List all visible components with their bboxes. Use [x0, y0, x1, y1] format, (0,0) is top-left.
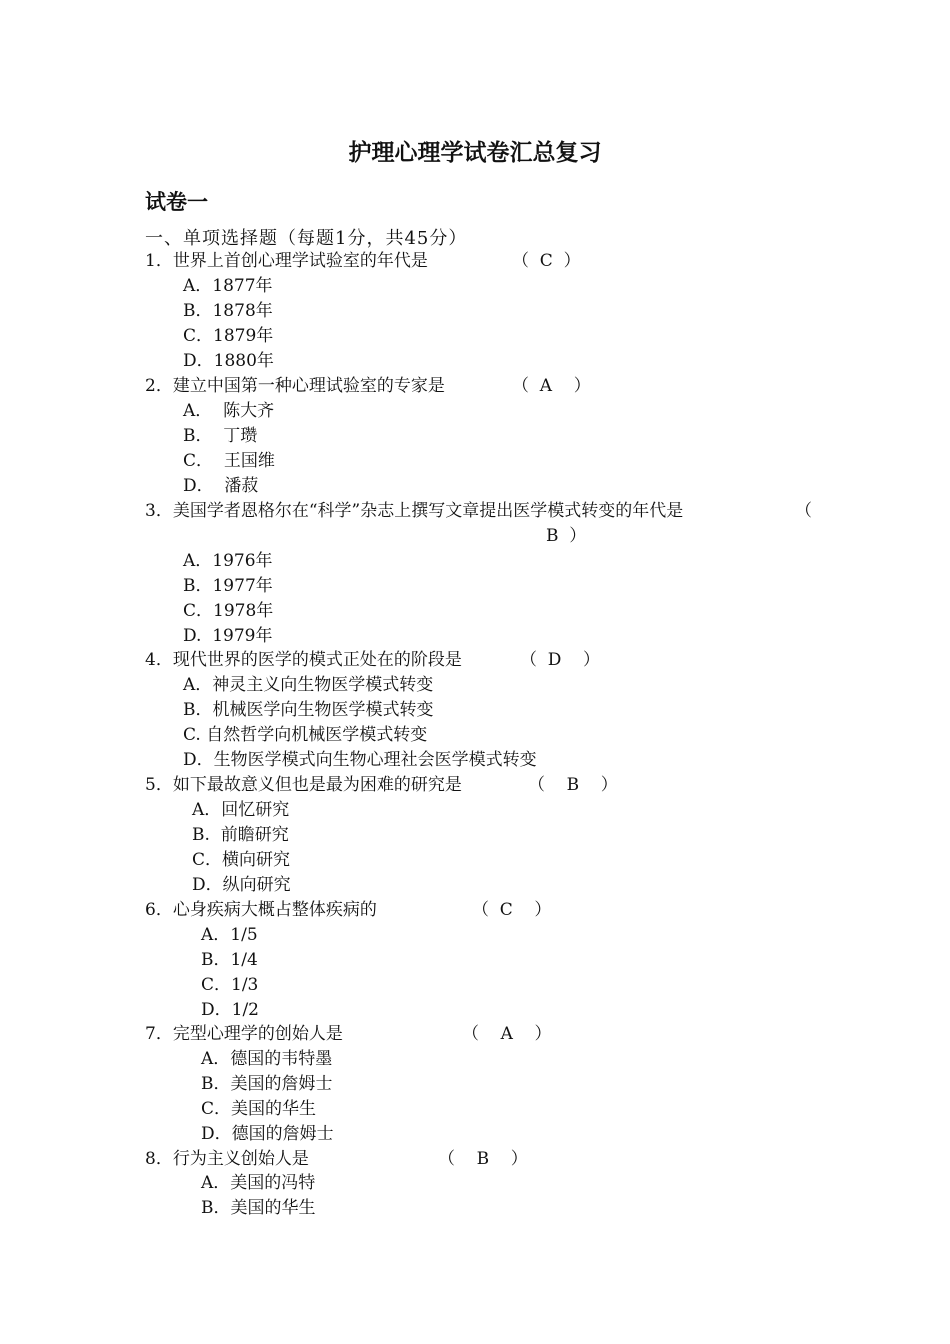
- option-b: B．1878年: [183, 301, 273, 321]
- option-b: B．美国的华生: [201, 1198, 316, 1218]
- option-d: D．生物医学模式向生物心理社会医学模式转变: [183, 750, 537, 770]
- option-b: B．机械医学向生物医学模式转变: [183, 700, 434, 720]
- option-b: B．美国的詹姆士: [201, 1074, 333, 1094]
- option-c: C. 自然哲学向机械医学模式转变: [183, 725, 428, 745]
- question-stem: 7．完型心理学的创始人是: [145, 1024, 343, 1044]
- answer-key-close: B ）: [546, 526, 587, 546]
- answer-key: （ C ）: [472, 900, 552, 920]
- answer-key: （ D ）: [520, 650, 601, 670]
- option-b: B． 丁瓒: [183, 426, 258, 446]
- answer-key-open: （: [795, 501, 812, 521]
- paper-heading: 试卷一: [145, 190, 208, 214]
- question-stem: 6．心身疾病大概占整体疾病的: [145, 900, 377, 920]
- option-d: D．1/2: [201, 1000, 259, 1020]
- option-d: D．德国的詹姆士: [201, 1124, 334, 1144]
- option-a: A．神灵主义向生物医学模式转变: [183, 675, 434, 695]
- option-c: C．1879年: [183, 326, 274, 346]
- answer-key: （ C ）: [512, 251, 581, 271]
- answer-key: （ A ）: [512, 376, 591, 396]
- option-a: A． 陈大齐: [183, 401, 275, 421]
- question-stem: 2．建立中国第一种心理试验室的专家是: [145, 376, 445, 396]
- document-title: 护理心理学试卷汇总复习: [348, 140, 602, 166]
- option-a: A．回忆研究: [192, 800, 290, 820]
- option-d: D. 1979年: [183, 626, 273, 646]
- option-d: D．1880年: [183, 351, 274, 371]
- option-c: C．美国的华生: [201, 1099, 317, 1119]
- option-a: A．德国的韦特墨: [201, 1049, 333, 1069]
- option-c: C．1/3: [201, 975, 259, 995]
- option-a: A．美国的冯特: [201, 1173, 316, 1193]
- option-d: D．纵向研究: [192, 875, 291, 895]
- answer-key: （ B ）: [438, 1149, 528, 1169]
- option-a: A．1/5: [201, 925, 258, 945]
- option-a: A．1877年: [183, 276, 273, 296]
- question-stem: 1．世界上首创心理学试验室的年代是: [145, 251, 428, 271]
- answer-key: （ B ）: [528, 775, 618, 795]
- answer-key: （ A ）: [462, 1024, 552, 1044]
- question-stem: 3．美国学者恩格尔在“科学”杂志上撰写文章提出医学模式转变的年代是: [145, 501, 684, 521]
- option-c: C． 王国维: [183, 451, 275, 471]
- option-c: C．横向研究: [192, 850, 291, 870]
- question-stem: 5．如下最故意义但也是最为困难的研究是: [145, 775, 462, 795]
- question-stem: 4．现代世界的医学的模式正处在的阶段是: [145, 650, 462, 670]
- option-c: C．1978年: [183, 601, 274, 621]
- option-a: A．1976年: [183, 551, 273, 571]
- option-b: B．1977年: [183, 576, 273, 596]
- question-stem: 8．行为主义创始人是: [145, 1149, 309, 1169]
- section-heading: 一、单项选择题（每题1分，共45分）: [145, 228, 468, 249]
- option-b: B. 前瞻研究: [192, 825, 289, 845]
- option-d: D． 潘菽: [183, 476, 259, 496]
- option-b: B．1/4: [201, 950, 258, 970]
